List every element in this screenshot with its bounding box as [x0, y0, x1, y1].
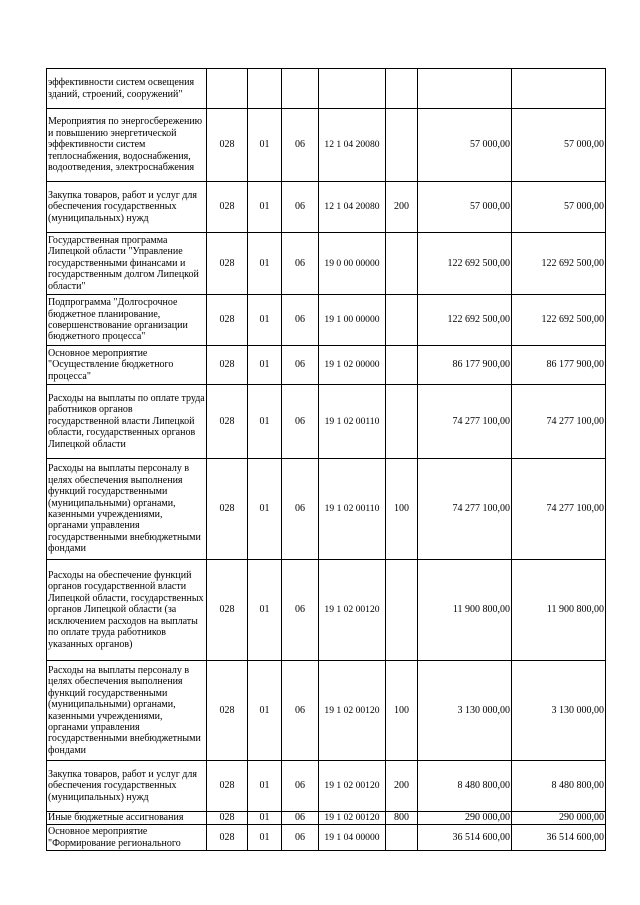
- cell-pr: 06: [282, 812, 319, 825]
- cell-vr: [386, 69, 418, 109]
- cell-sum2: [512, 69, 606, 109]
- cell-sum2: 57 000,00: [512, 109, 606, 182]
- cell-sum1: 8 480 800,00: [418, 761, 512, 812]
- cell-sum2: 57 000,00: [512, 182, 606, 233]
- cell-sum1: 74 277 100,00: [418, 459, 512, 560]
- cell-vr: 200: [386, 761, 418, 812]
- table-row: [47, 825, 606, 851]
- cell-pr: 06: [282, 109, 319, 182]
- cell-csr: 19 1 02 00110: [319, 459, 386, 560]
- cell-vr: [386, 825, 418, 851]
- cell-sum1: 57 000,00: [418, 109, 512, 182]
- cell-sum2: 74 277 100,00: [512, 385, 606, 459]
- cell-name: Расходы на выплаты персоналу в целях обеспечения выполнения функций государственными (муниципальными) органами, казенными учреждениями, органами управления государственными внебюджетными фондами: [47, 661, 207, 761]
- cell-adm: 028: [207, 233, 248, 295]
- budget-table: [46, 68, 606, 851]
- cell-rz: 01: [248, 182, 282, 233]
- cell-vr: 800: [386, 812, 418, 825]
- cell-rz: 01: [248, 385, 282, 459]
- cell-rz: 01: [248, 560, 282, 661]
- cell-adm: 028: [207, 560, 248, 661]
- cell-name: Иные бюджетные ассигнования: [47, 812, 207, 825]
- cell-sum1: 86 177 900,00: [418, 346, 512, 385]
- cell-adm: 028: [207, 825, 248, 851]
- cell-rz: 01: [248, 761, 282, 812]
- cell-pr: 06: [282, 295, 319, 346]
- cell-csr: 19 1 02 00120: [319, 560, 386, 661]
- cell-pr: 06: [282, 346, 319, 385]
- table-row: [47, 459, 606, 560]
- cell-adm: 028: [207, 295, 248, 346]
- cell-csr: 19 1 00 00000: [319, 295, 386, 346]
- cell-csr: 19 1 02 00000: [319, 346, 386, 385]
- cell-sum2: 36 514 600,00: [512, 825, 606, 851]
- cell-sum1: 122 692 500,00: [418, 233, 512, 295]
- cell-csr: 19 0 00 00000: [319, 233, 386, 295]
- table-row: [47, 182, 606, 233]
- cell-sum2: 74 277 100,00: [512, 459, 606, 560]
- cell-vr: [386, 295, 418, 346]
- cell-pr: 06: [282, 560, 319, 661]
- cell-name: Закупка товаров, работ и услуг для обеспечения государственных (муниципальных) нужд: [47, 182, 207, 233]
- cell-csr: 19 1 02 00120: [319, 812, 386, 825]
- cell-adm: 028: [207, 346, 248, 385]
- table-row: [47, 661, 606, 761]
- table-row: [47, 295, 606, 346]
- cell-sum1: 290 000,00: [418, 812, 512, 825]
- cell-rz: 01: [248, 295, 282, 346]
- cell-rz: [248, 69, 282, 109]
- cell-sum1: 74 277 100,00: [418, 385, 512, 459]
- cell-adm: 028: [207, 459, 248, 560]
- cell-csr: 19 1 02 00110: [319, 385, 386, 459]
- table-row: [47, 346, 606, 385]
- cell-adm: [207, 69, 248, 109]
- cell-vr: 100: [386, 459, 418, 560]
- cell-name: Основное мероприятие "Формирование регионального: [47, 825, 207, 851]
- cell-rz: 01: [248, 661, 282, 761]
- cell-pr: 06: [282, 825, 319, 851]
- cell-csr: 19 1 02 00120: [319, 661, 386, 761]
- cell-name: Закупка товаров, работ и услуг для обеспечения государственных (муниципальных) нужд: [47, 761, 207, 812]
- cell-rz: 01: [248, 109, 282, 182]
- cell-rz: 01: [248, 825, 282, 851]
- cell-pr: 06: [282, 233, 319, 295]
- cell-sum1: 122 692 500,00: [418, 295, 512, 346]
- cell-sum2: 11 900 800,00: [512, 560, 606, 661]
- table-row: [47, 560, 606, 661]
- cell-vr: [386, 109, 418, 182]
- cell-pr: 06: [282, 182, 319, 233]
- cell-sum2: 3 130 000,00: [512, 661, 606, 761]
- cell-sum2: 86 177 900,00: [512, 346, 606, 385]
- table-row: [47, 812, 606, 825]
- cell-name: Расходы на обеспечение функций органов государственной власти Липецкой области, государственных органов Липецкой области (за исключением расходов на выплаты по оплате труда работников указанных органов): [47, 560, 207, 661]
- cell-adm: 028: [207, 761, 248, 812]
- cell-csr: 12 1 04 20080: [319, 109, 386, 182]
- cell-sum1: [418, 69, 512, 109]
- cell-sum2: 122 692 500,00: [512, 295, 606, 346]
- cell-csr: 19 1 02 00120: [319, 761, 386, 812]
- cell-pr: 06: [282, 459, 319, 560]
- cell-rz: 01: [248, 346, 282, 385]
- table-row: [47, 761, 606, 812]
- cell-adm: 028: [207, 661, 248, 761]
- cell-csr: [319, 69, 386, 109]
- cell-pr: [282, 69, 319, 109]
- cell-sum2: 290 000,00: [512, 812, 606, 825]
- cell-sum1: 3 130 000,00: [418, 661, 512, 761]
- cell-pr: 06: [282, 661, 319, 761]
- cell-name: эффективности систем освещения зданий, строений, сооружений": [47, 69, 207, 109]
- cell-name: Основное мероприятие "Осуществление бюджетного процесса": [47, 346, 207, 385]
- cell-rz: 01: [248, 233, 282, 295]
- cell-name: Расходы на выплаты по оплате труда работников органов государственной власти Липецкой области, государственных органов Липецкой области: [47, 385, 207, 459]
- cell-name: Расходы на выплаты персоналу в целях обеспечения выполнения функций государственными (муниципальными) органами, казенными учреждениями, органами управления государственными внебюджетными фондами: [47, 459, 207, 560]
- cell-rz: 01: [248, 459, 282, 560]
- cell-sum1: 11 900 800,00: [418, 560, 512, 661]
- cell-adm: 028: [207, 109, 248, 182]
- cell-adm: 028: [207, 812, 248, 825]
- table-row: [47, 69, 606, 109]
- cell-vr: 200: [386, 182, 418, 233]
- cell-rz: 01: [248, 812, 282, 825]
- cell-vr: 100: [386, 661, 418, 761]
- cell-adm: 028: [207, 182, 248, 233]
- cell-csr: 12 1 04 20080: [319, 182, 386, 233]
- cell-sum2: 8 480 800,00: [512, 761, 606, 812]
- cell-pr: 06: [282, 385, 319, 459]
- cell-vr: [386, 385, 418, 459]
- table-row: [47, 233, 606, 295]
- cell-pr: 06: [282, 761, 319, 812]
- cell-vr: [386, 346, 418, 385]
- cell-vr: [386, 560, 418, 661]
- cell-adm: 028: [207, 385, 248, 459]
- cell-sum1: 36 514 600,00: [418, 825, 512, 851]
- cell-vr: [386, 233, 418, 295]
- table-row: [47, 385, 606, 459]
- cell-name: Подпрограмма "Долгосрочное бюджетное планирование, совершенствование организации бюджетного процесса": [47, 295, 207, 346]
- cell-name: Мероприятия по энергосбережению и повышению энергетической эффективности систем теплоснабжения, водоснабжения, водоотведения, электроснабжения: [47, 109, 207, 182]
- cell-csr: 19 1 04 00000: [319, 825, 386, 851]
- cell-name: Государственная программа Липецкой области "Управление государственными финансами и государственным долгом Липецкой области": [47, 233, 207, 295]
- cell-sum2: 122 692 500,00: [512, 233, 606, 295]
- table-row: [47, 109, 606, 182]
- cell-sum1: 57 000,00: [418, 182, 512, 233]
